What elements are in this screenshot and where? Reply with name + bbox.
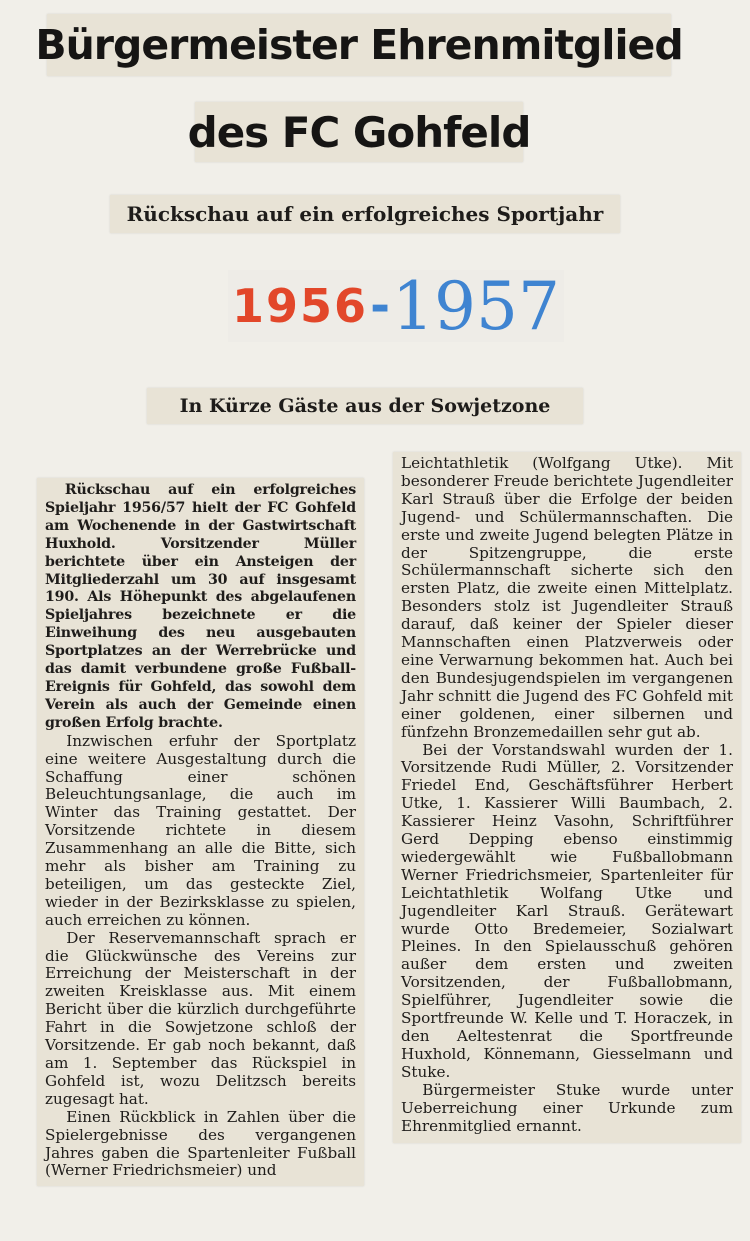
- article-right-column: [393, 452, 741, 1143]
- headline-line-1: Bürgermeister Ehrenmitglied: [47, 14, 671, 76]
- year-range: [228, 267, 564, 345]
- section-heading: In Kürze Gäste aus der Sowjetzone: [147, 388, 583, 424]
- article-paragraph: Rückschau auf ein erfolgreiches Spieljahr 1956/57 hielt der FC Gohfeld am Wochenende in der Gastwirtschaft Huxhold. Vorsitzender Müller berichtete über ein Ansteigen der Mitgliederzahl um 30 auf insgesamt 190. Als Höhepunkt des abgelaufenen Spieljahres bezeichnete er die Einweihung des neu ausgebauten Sportplatzes an der Werrebrücke und das damit verbundene große Fußball-Ereignis für Gohfeld, das sowohl dem Verein als auch der Gemeinde einen großen Erfolg brachte.: [45, 482, 356, 731]
- subheadline: Rückschau auf ein erfolgreiches Sportjahr: [110, 195, 620, 233]
- year-separator: -: [370, 278, 390, 334]
- article-paragraph: Bei der Vorstandswahl wurden der 1. Vorsitzende Rudi Müller, 2. Vorsitzender Friedel End, Geschäftsführer Herbert Utke, 1. Kassierer Willi Baumbach, 2. Kassierer Heinz Vasohn, Schriftführer Gerd Depping ebenso einstimmig wiedergewählt wie Fußballobmann Werner Friedrichsmeier, Spartenleiter für Leichtathletik Wolfang Utke und Jugendleiter Karl Strauß. Gerätewart wurde Otto Bredemeier, Sozialwart Pleines. In den Spielausschuß gehören außer dem ersten und zweiten Vorsitzenden, der Fußballobmann, Spielführer, Jugendleiter sowie die Sportfreunde W. Kelle und T. Horaczek, in den Aeltestenrat die Sportfreunde Huxhold, Könnemann, Giesselmann und Stuke.: [401, 740, 733, 1081]
- year-start: 1956: [232, 279, 369, 333]
- article-paragraph: Leichtathletik (Wolfgang Utke). Mit besonderer Freude berichtete Jugendleiter Karl Strauß über die Erfolge der beiden Jugend- und Schülermannschaften. Die erste und zweite Jugend belegten Plätze in der Spitzengruppe, die erste Schülermannschaft sicherte sich den ersten Platz, die zweite einen Mittelplatz. Besonders stolz ist Jugendleiter Strauß darauf, daß keiner der Spieler dieser Mannschaften einen Platzverweis oder eine Verwarnung bekommen hat. Auch bei den Bundesjugendspielen im vergangenen Jahr schnitt die Jugend des FC Gohfeld mit einer goldenen, einer silbernen und fünfzehn Bronzemedaillen sehr gut ab.: [401, 454, 733, 741]
- article-left-column: [37, 478, 364, 1186]
- year-end: 1957: [391, 267, 560, 345]
- article-paragraph: Der Reservemannschaft sprach er die Glückwünsche des Vereins zur Erreichung der Meisterschaft in der zweiten Kreisklasse aus. Mit einem Bericht über die kürzlich durchgeführte Fahrt in die Sowjetzone schloß der Vorsitzende. Er gab noch bekannt, daß am 1. September das Rückspiel in Gohfeld ist, wozu Delitzsch bereits zugesagt hat.: [45, 928, 356, 1108]
- headline-line-2: des FC Gohfeld: [195, 102, 523, 162]
- article-paragraph: Einen Rückblick in Zahlen über die Spielergebnisse des vergangenen Jahres gaben die Spartenleiter Fußball (Werner Friedrichsmeier) und: [45, 1107, 356, 1180]
- article-paragraph: Inzwischen erfuhr der Sportplatz eine weitere Ausgestaltung durch die Schaffung einer schönen Beleuchtungsanlage, die auch im Winter das Training gestattet. Der Vorsitzende richtete in diesem Zusammenhang an alle die Bitte, sich mehr als bisher am Training zu beteiligen, um das gesteckte Ziel, wieder in der Bezirksklasse zu spielen, auch erreichen zu können.: [45, 731, 356, 929]
- article-paragraph: Bürgermeister Stuke wurde unter Ueberreichung einer Urkunde zum Ehrenmitglied ernannt.: [401, 1080, 733, 1135]
